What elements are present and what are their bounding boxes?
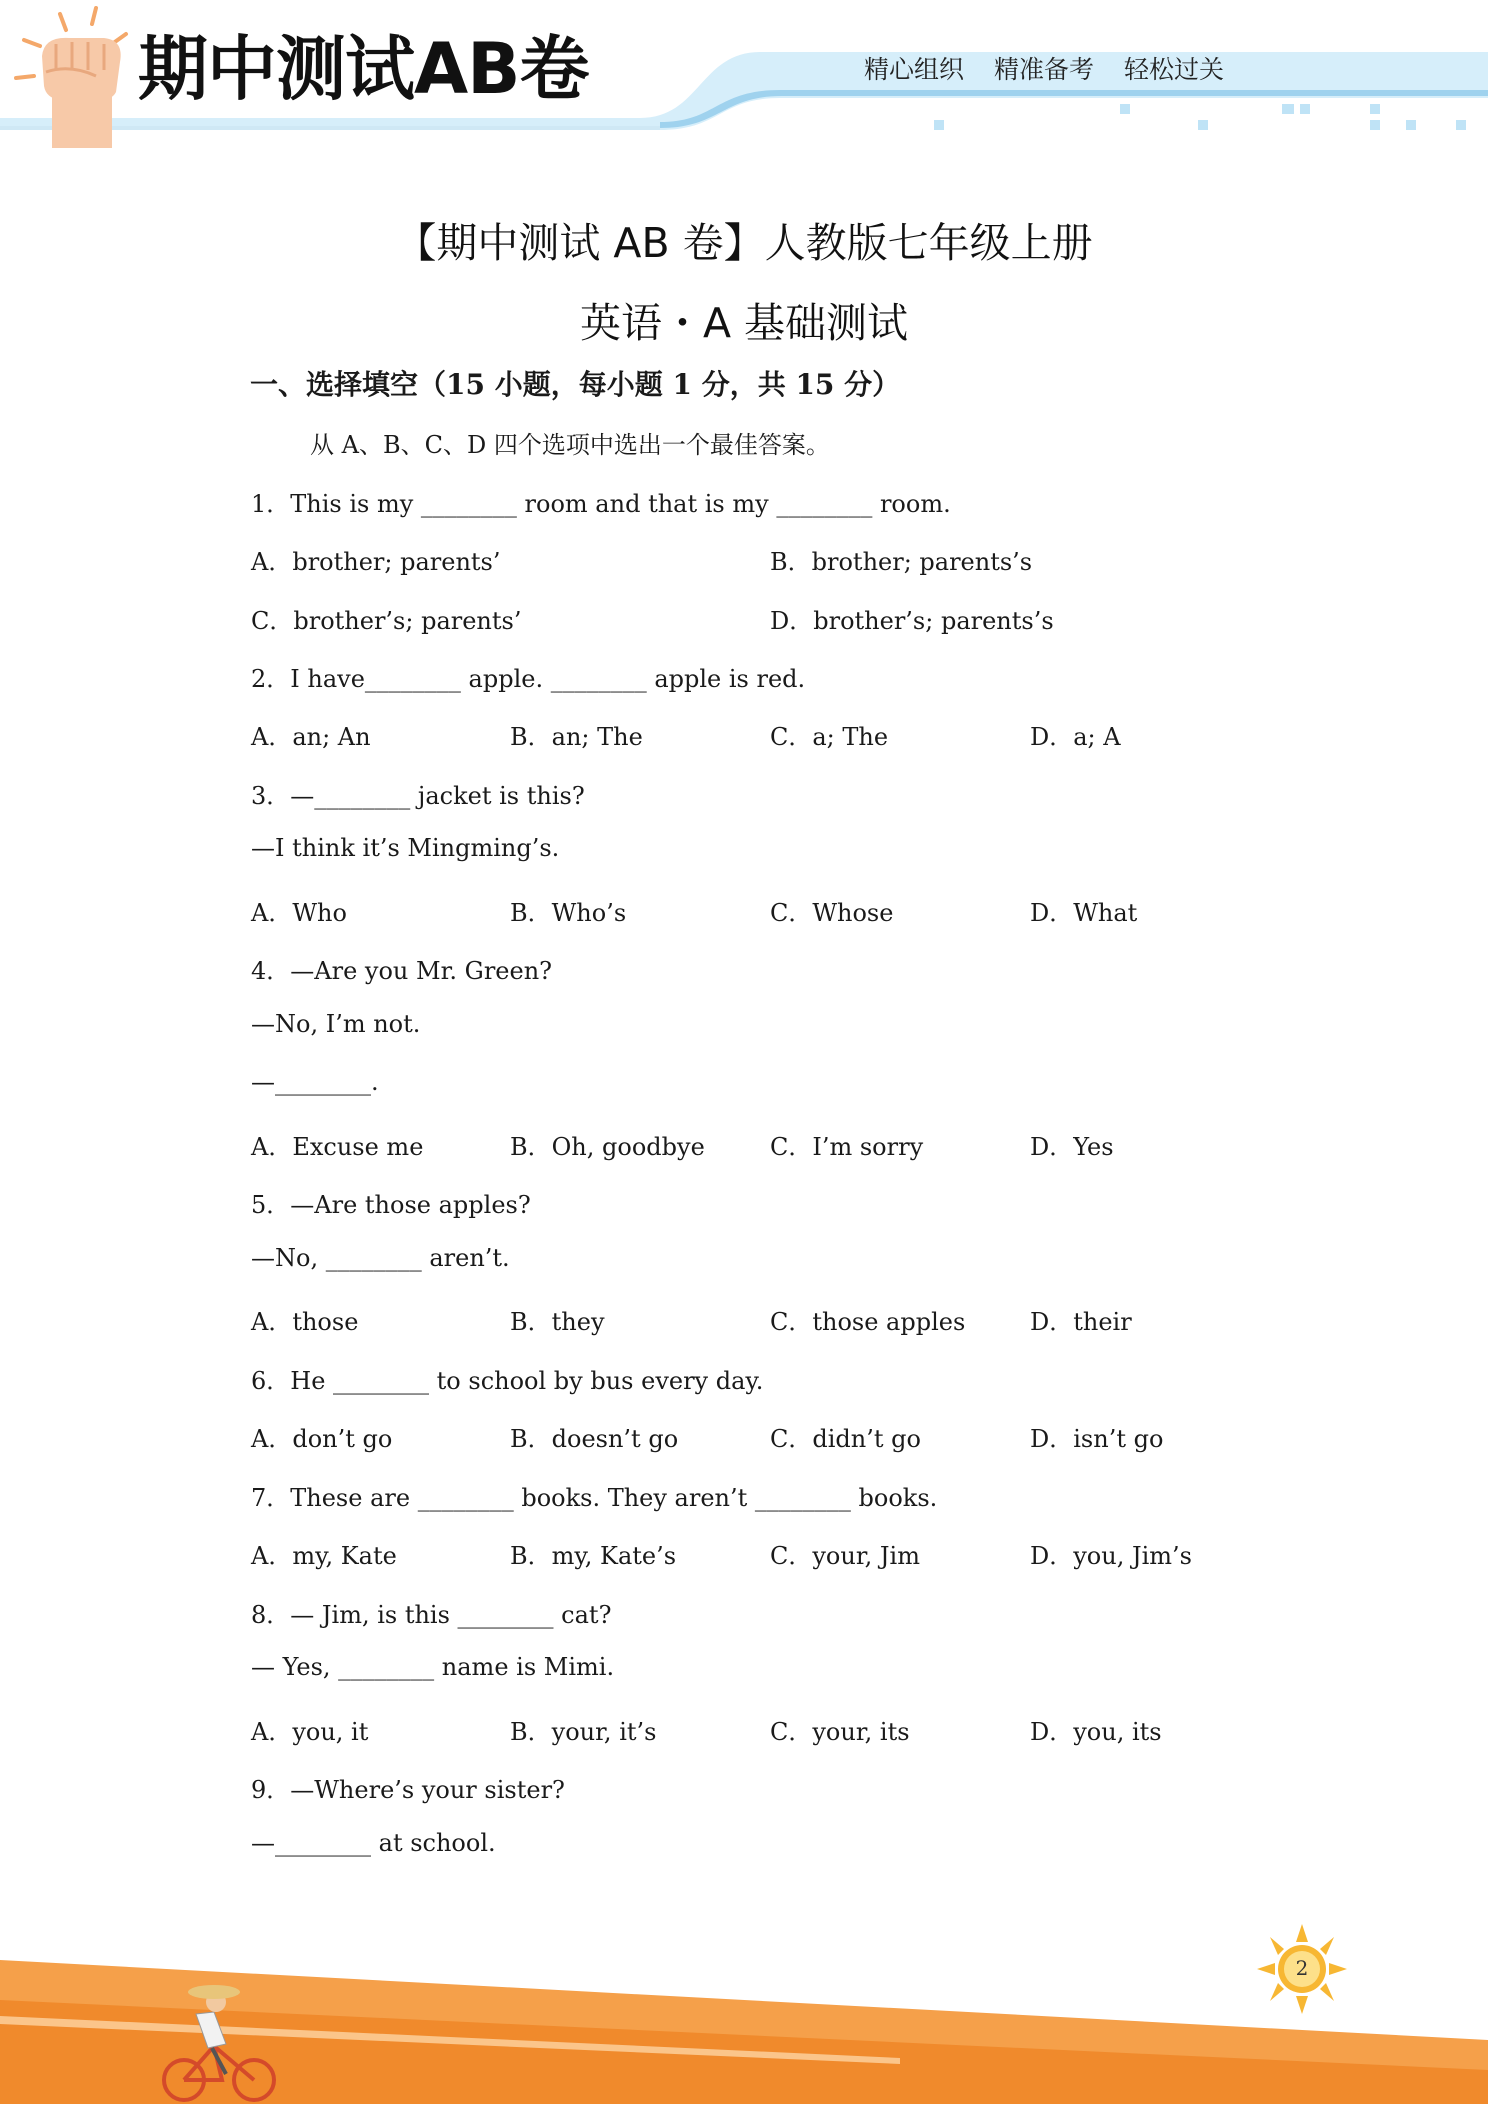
section-instruction: 从 A、B、C、D 四个选项中选出一个最佳答案。: [310, 431, 830, 459]
question-5-option-d: D．their: [1030, 1308, 1132, 1336]
question-7-option-d: D．you, Jim’s: [1030, 1542, 1192, 1570]
question-8-line-2: — Yes, ________ name is Mimi.: [251, 1653, 615, 1681]
question-4-option-a: A．Excuse me: [251, 1133, 424, 1161]
question-4-stem: 4．—Are you Mr. Green?: [251, 957, 553, 985]
brand-title: 期中测试AB卷: [138, 28, 589, 110]
question-7-option-c: C．your, Jim: [770, 1542, 920, 1570]
question-6-option-d: D．isn’t go: [1030, 1425, 1164, 1453]
question-4-line-2: —No, I’m not.: [251, 1010, 421, 1038]
question-1-option-c: C．brother’s; parents’: [251, 607, 522, 635]
question-3-option-d: D．What: [1030, 899, 1138, 927]
question-6-stem: 6．He ________ to school by bus every day.: [251, 1367, 764, 1395]
question-1-option-a: A．brother; parents’: [251, 548, 501, 576]
question-6-option-b: B．doesn’t go: [510, 1425, 679, 1453]
page-number: 2: [1295, 1956, 1309, 1980]
question-8-option-c: C．your, its: [770, 1718, 910, 1746]
page-header: [0, 0, 1488, 150]
question-2-stem: 2．I have________ apple. ________ apple is red.: [251, 665, 806, 693]
slogan-2: 精准备考: [994, 55, 1095, 84]
question-5-line-2: —No, ________ aren’t.: [251, 1244, 510, 1272]
question-5-option-b: B．they: [510, 1308, 605, 1336]
header-slogans: [864, 50, 1224, 86]
question-1-option-d: D．brother’s; parents’s: [770, 607, 1054, 635]
slogan-1: 精心组织: [864, 55, 965, 84]
footer-banner: [0, 1920, 1488, 2104]
question-6-option-a: A．don’t go: [251, 1425, 393, 1453]
question-3-line-2: —I think it’s Mingming’s.: [251, 834, 560, 862]
question-2-option-c: C．a; The: [770, 723, 889, 751]
page-footer: [0, 1920, 1488, 2104]
question-2-option-a: A．an; An: [251, 723, 371, 751]
question-3-option-b: B．Who’s: [510, 899, 627, 927]
question-4-line-3: —________.: [251, 1068, 379, 1096]
question-3-option-a: A．Who: [251, 899, 347, 927]
question-5-stem: 5．—Are those apples?: [251, 1191, 531, 1219]
question-6-option-c: C．didn’t go: [770, 1425, 921, 1453]
question-1-option-b: B．brother; parents’s: [770, 548, 1033, 576]
decor-squares-icon: [934, 104, 1466, 130]
question-5-option-c: C．those apples: [770, 1308, 966, 1336]
question-7-option-b: B．my, Kate’s: [510, 1542, 677, 1570]
question-3-option-c: C．Whose: [770, 899, 894, 927]
question-4-option-d: D．Yes: [1030, 1133, 1114, 1161]
question-8-stem: 8．— Jim, is this ________ cat?: [251, 1601, 612, 1629]
question-7-option-a: A．my, Kate: [251, 1542, 397, 1570]
section-heading: 一、选择填空（15 小题，每小题 1 分，共 15 分）: [250, 368, 901, 401]
question-8-option-d: D．you, its: [1030, 1718, 1162, 1746]
question-8-option-b: B．your, it’s: [510, 1718, 657, 1746]
question-9-stem: 9．—Where’s your sister?: [251, 1776, 565, 1804]
question-4-option-c: C．I’m sorry: [770, 1133, 924, 1161]
question-1-stem: 1．This is my ________ room and that is my ________ room.: [251, 490, 951, 518]
question-2-option-b: B．an; The: [510, 723, 643, 751]
question-5-option-a: A．those: [251, 1308, 359, 1336]
question-9-line-2: —________ at school.: [251, 1829, 496, 1857]
slogan-3: 轻松过关: [1124, 55, 1225, 84]
question-3-stem: 3．—________ jacket is this?: [251, 782, 585, 810]
document-title: 【期中测试 AB 卷】人教版七年级上册: [395, 219, 1093, 267]
question-8-option-a: A．you, it: [251, 1718, 369, 1746]
document-subtitle: 英语・A 基础测试: [579, 299, 909, 347]
question-2-option-d: D．a; A: [1030, 723, 1121, 751]
question-4-option-b: B．Oh, goodbye: [510, 1133, 705, 1161]
question-7-stem: 7．These are ________ books. They aren’t ________ books.: [251, 1484, 938, 1512]
